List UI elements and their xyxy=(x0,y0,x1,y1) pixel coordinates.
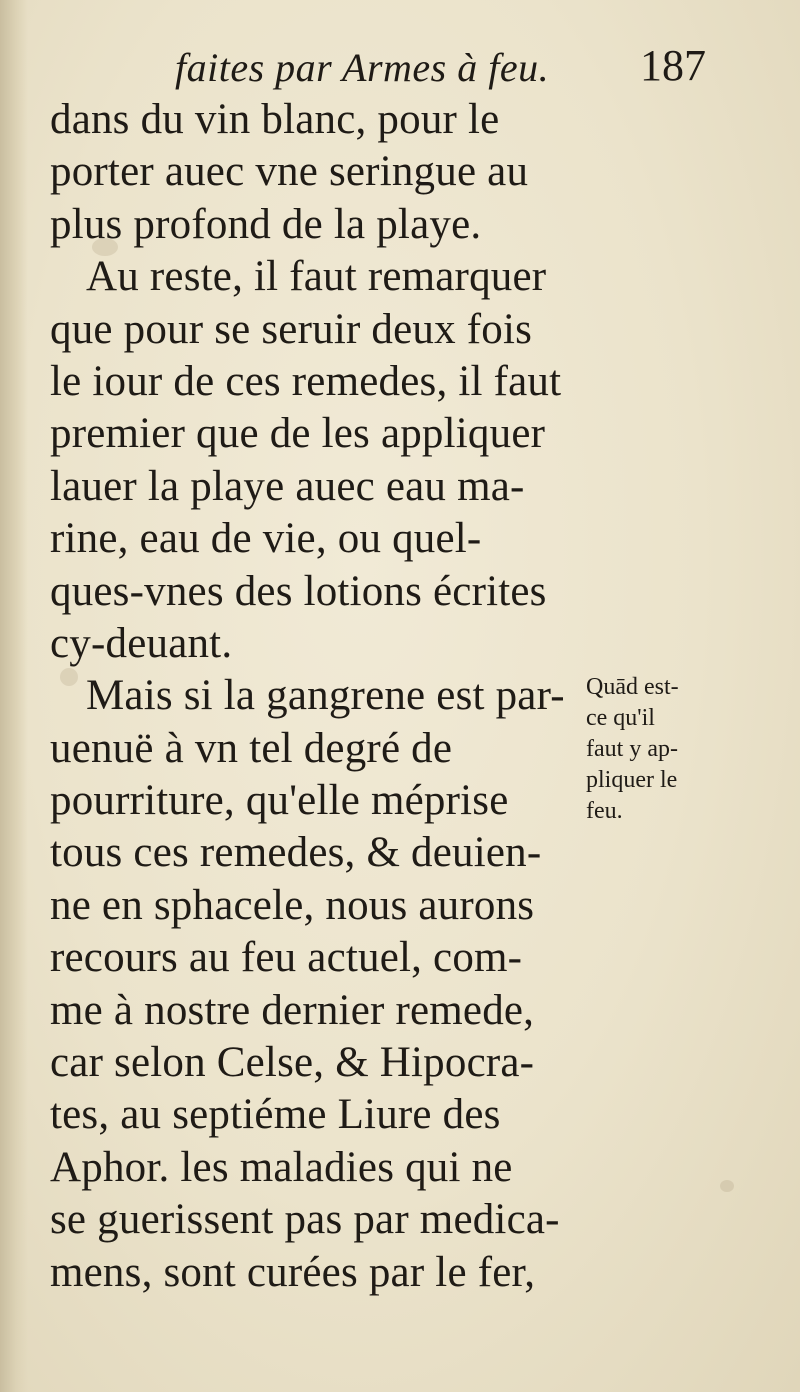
margin-note-line: faut y ap- xyxy=(586,736,678,762)
text-line: car selon Celse, & Hipocra- xyxy=(50,1039,535,1087)
text-line: uenuë à vn tel degré de xyxy=(50,724,453,772)
text-line: mens, sont curées par le fer, xyxy=(50,1248,536,1296)
text-line: se guerissent pas par medica- xyxy=(50,1196,560,1244)
text-line: tes, au septiéme Liure des xyxy=(50,1091,501,1139)
paper-stain xyxy=(720,1180,734,1192)
margin-note-line: Quād est- xyxy=(586,674,679,700)
text-line: Aphor. les maladies qui ne xyxy=(50,1143,513,1191)
text-line: me à nostre dernier remede, xyxy=(50,986,535,1034)
margin-note xyxy=(586,672,716,827)
page-gutter-shadow xyxy=(0,0,28,1392)
text-line: rine, eau de vie, ou quel- xyxy=(50,515,482,563)
text-line: le iour de ces remedes, il faut xyxy=(50,357,562,405)
paragraph-start-line: Au reste, il faut remarquer xyxy=(86,253,547,301)
text-line: recours au feu actuel, com- xyxy=(50,934,523,982)
text-line: ne en sphacele, nous aurons xyxy=(50,881,535,929)
text-line: premier que de les appliquer xyxy=(50,410,546,458)
margin-note-line: ce qu'il xyxy=(586,705,655,731)
text-line: ques-vnes des lotions écrites xyxy=(50,567,547,615)
text-line: pourriture, qu'elle méprise xyxy=(50,777,509,825)
running-head: faites par Armes à feu. xyxy=(175,45,550,90)
text-line: plus profond de la playe. xyxy=(50,200,482,248)
text-line: que pour se seruir deux fois xyxy=(50,305,533,353)
text-line: dans du vin blanc, pour le xyxy=(50,96,500,143)
text-line: tous ces remedes, & deuien- xyxy=(50,829,542,877)
text-line: cy-deuant. xyxy=(50,619,233,667)
margin-note-line: pliquer le xyxy=(586,767,678,793)
paragraph-start-line: Mais si la gangrene est par- xyxy=(86,672,565,720)
body-text xyxy=(50,94,580,1299)
text-line: lauer la playe auec eau ma- xyxy=(50,462,525,510)
page-number: 187 xyxy=(640,41,706,90)
margin-note-line: feu. xyxy=(586,798,623,824)
text-line: porter auec vne seringue au xyxy=(50,148,529,196)
